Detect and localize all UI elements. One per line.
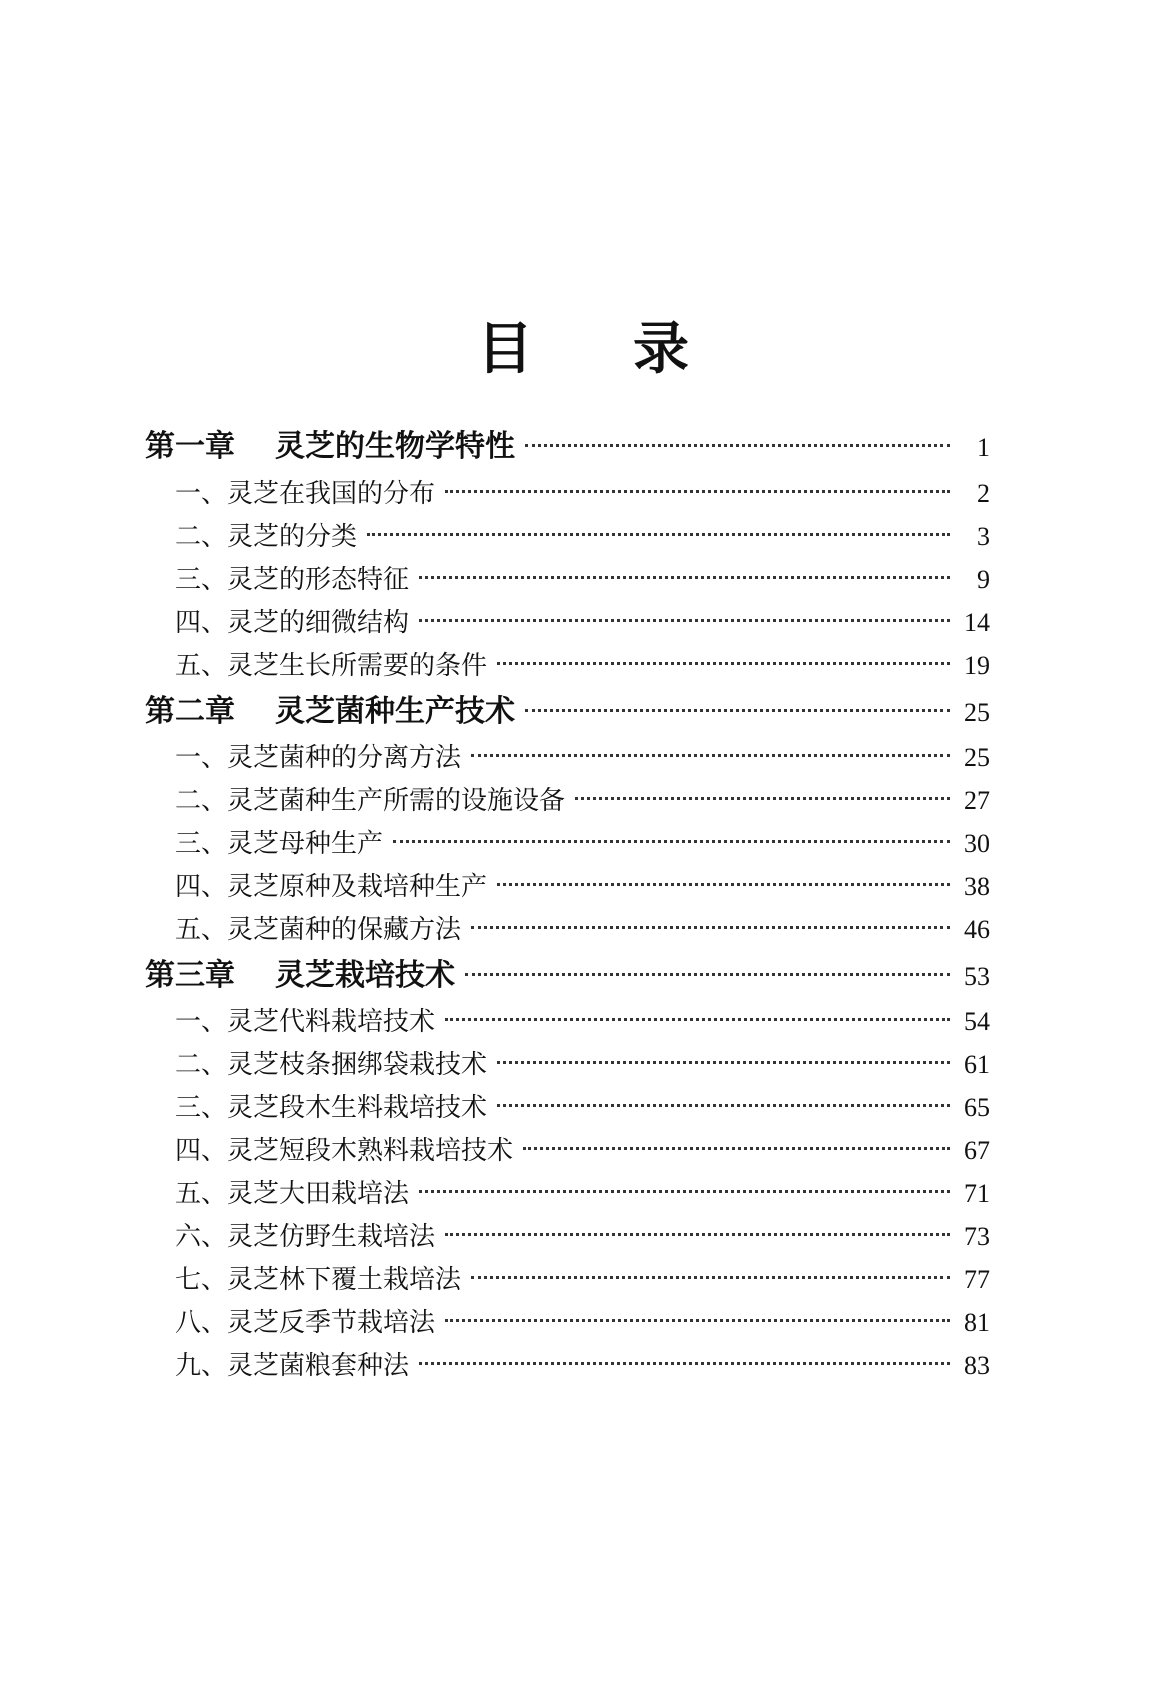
section-title: 三、灵芝段木生料栽培技术 [175,1093,488,1123]
dot-leader [465,973,950,976]
toc-section [175,560,990,600]
section-title: 七、灵芝林下覆土栽培法 [175,1265,462,1295]
dot-leader [525,444,950,447]
page-number: 54 [964,1007,990,1036]
page-number: 30 [964,829,990,858]
section-title: 五、灵芝生长所需要的条件 [175,651,488,681]
toc-chapter [145,956,990,996]
section-title: 四、灵芝短段木熟料栽培技术 [175,1136,514,1166]
dot-leader [419,619,950,622]
title-char-1: 目 [477,317,533,382]
toc-section [175,1260,990,1300]
toc-chapter [145,427,990,467]
dot-leader [393,840,950,843]
dot-leader [445,1233,950,1236]
page-number: 1 [977,433,990,462]
page-number: 77 [964,1265,990,1294]
toc-section [175,1131,990,1171]
page-number: 19 [964,651,990,680]
section-title: 二、灵芝菌种生产所需的设施设备 [175,786,566,816]
dot-leader [525,709,950,712]
section-title: 四、灵芝的细微结构 [175,608,410,638]
section-title: 二、灵芝的分类 [175,522,358,552]
chapter-title: 灵芝的生物学特性 [275,429,515,464]
chapter-number: 第三章 [145,958,235,993]
toc-section [175,1217,990,1257]
page-number: 61 [964,1050,990,1079]
dot-leader [445,490,950,493]
toc-section [175,824,990,864]
section-title: 一、灵芝菌种的分离方法 [175,743,462,773]
page-number: 9 [977,565,990,594]
section-title: 三、灵芝的形态特征 [175,565,410,595]
toc-section [175,1346,990,1386]
toc-chapter [145,692,990,732]
page-title [0,318,1166,382]
section-title: 二、灵芝枝条捆绑袋栽技术 [175,1050,488,1080]
dot-leader [497,1061,950,1064]
chapter-title: 灵芝菌种生产技术 [275,694,515,729]
page-number: 25 [964,743,990,772]
page-number: 38 [964,872,990,901]
chapter-title: 灵芝栽培技术 [275,958,455,993]
toc-section [175,517,990,557]
section-title: 四、灵芝原种及栽培种生产 [175,872,488,902]
section-title: 一、灵芝代料栽培技术 [175,1007,436,1037]
toc-section [175,603,990,643]
section-title: 五、灵芝大田栽培法 [175,1179,410,1209]
page-number: 46 [964,915,990,944]
toc-section [175,738,990,778]
page-number: 14 [964,608,990,637]
section-title: 一、灵芝在我国的分布 [175,479,436,509]
dot-leader [419,576,950,579]
dot-leader [497,662,950,665]
title-char-2: 录 [633,317,689,382]
dot-leader [367,533,950,536]
dot-leader [497,1104,950,1107]
section-title: 八、灵芝反季节栽培法 [175,1308,436,1338]
dot-leader [445,1319,950,1322]
toc-section [175,1174,990,1214]
page-number: 71 [964,1179,990,1208]
dot-leader [471,1276,950,1279]
page-number: 27 [964,786,990,815]
toc-section [175,1045,990,1085]
toc-section [175,910,990,950]
page-number: 65 [964,1093,990,1122]
toc-section [175,646,990,686]
dot-leader [575,797,950,800]
chapter-number: 第一章 [145,429,235,464]
section-title: 九、灵芝菌粮套种法 [175,1351,410,1381]
page-number: 53 [964,962,990,991]
dot-leader [419,1190,950,1193]
dot-leader [419,1362,950,1365]
page-number: 83 [964,1351,990,1380]
page-number: 73 [964,1222,990,1251]
dot-leader [523,1147,950,1150]
page-number: 25 [964,698,990,727]
toc-section [175,1088,990,1128]
page-number: 3 [977,522,990,551]
dot-leader [471,754,950,757]
dot-leader [445,1018,950,1021]
toc-section [175,474,990,514]
dot-leader [471,926,950,929]
section-title: 五、灵芝菌种的保藏方法 [175,915,462,945]
toc-section [175,1002,990,1042]
toc-section [175,1303,990,1343]
dot-leader [497,883,950,886]
section-title: 三、灵芝母种生产 [175,829,384,859]
page-number: 2 [977,479,990,508]
page-number: 67 [964,1136,990,1165]
section-title: 六、灵芝仿野生栽培法 [175,1222,436,1252]
toc-section [175,867,990,907]
page-number: 81 [964,1308,990,1337]
chapter-number: 第二章 [145,694,235,729]
toc-section [175,781,990,821]
